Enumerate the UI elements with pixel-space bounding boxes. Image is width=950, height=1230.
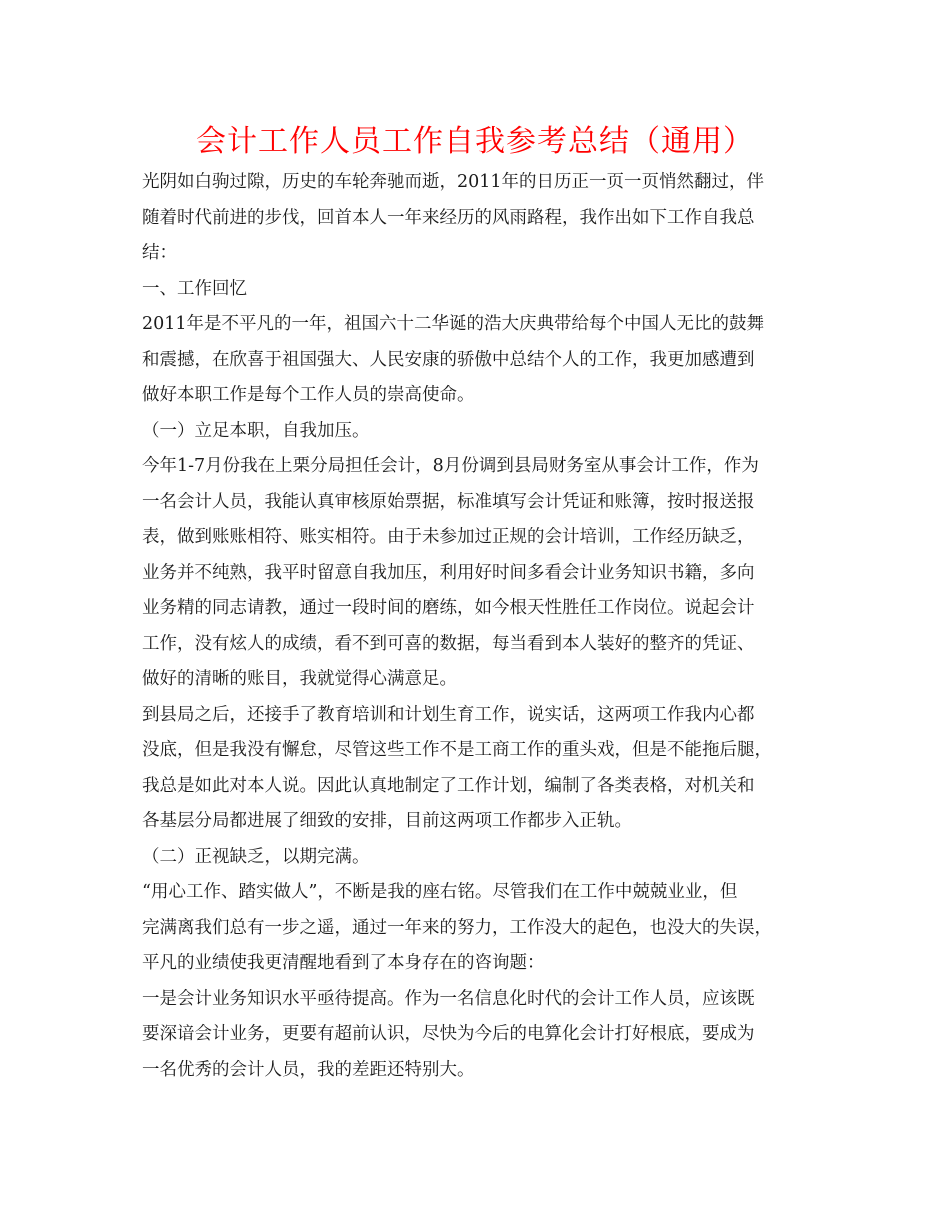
text-line: 完满离我们总有一步之遥，通过一年来的努力，工作没大的起色，也没大的失误， (142, 917, 772, 938)
text-line: “用心工作、踏实做人”，不断是我的座右铭。尽管我们在工作中兢兢业业，但 (142, 882, 738, 902)
text-line: 光阴如白驹过隙，历史的车轮奔驰而逝，2011年的日历正一页一页悄然翻过，伴 (142, 172, 765, 192)
text-line: 业务并不纯熟，我平时留意自我加压，利用好时间多看会计业务知识书籍，多向 (142, 562, 755, 583)
text-line: 工作，没有炫人的成绩，看不到可喜的数据，每当看到本人装好的整齐的凭证、 (142, 633, 755, 654)
text-line: 我总是如此对本人说。因此认真地制定了工作计划，编制了各类表格，对机关和 (142, 775, 755, 796)
text-line: 各基层分局都进展了细致的安排，目前这两项工作都步入正轨。 (142, 811, 632, 831)
text-line: 2011年是不平凡的一年，祖国六十二华诞的浩大庆典带给每个中国人无比的鼓舞 (142, 314, 765, 334)
text-line: 一名会计人员，我能认真审核原始票据，标准填写会计凭证和账簿，按时报送报 (142, 491, 755, 512)
section-heading: 一、工作回忆 (142, 278, 247, 299)
text-line: 一是会计业务知识水平亟待提高。作为一名信息化时代的会计工作人员，应该既 (142, 988, 755, 1009)
text-line: 表，做到账账相符、账实相符。由于未参加过正规的会计培训，工作经历缺乏， (142, 527, 755, 547)
text-line: 今年1-7月份我在上栗分局担任会计，8月份调到县局财务室从事会计工作，作为 (142, 456, 759, 476)
text-line: 平凡的业绩使我更清醒地看到了本身存在的咨询题： (142, 953, 545, 973)
text-line: 要深谙会计业务，更要有超前认识，尽快为今后的电算化会计打好根底，要成为 (142, 1024, 755, 1044)
text-line: 做好的清晰的账目，我就觉得心满意足。 (142, 669, 457, 689)
text-line: 结： (142, 243, 177, 263)
subsection-heading: （二）正视缺乏，以期完满。 (142, 846, 370, 867)
text-line: 没底，但是我没有懈怠，尽管这些工作不是工商工作的重头戏，但是不能拖后腿， (142, 740, 772, 760)
text-line: 到县局之后，还接手了教育培训和计划生育工作，说实话，这两项工作我内心都 (142, 704, 755, 725)
text-line: 做好本职工作是每个工作人员的崇高使命。 (142, 385, 475, 405)
text-line: 随着时代前进的步伐，回首本人一年来经历的风雨路程，我作出如下工作自我总 (142, 207, 755, 228)
text-line: 一名优秀的会计人员，我的差距还特别大。 (142, 1059, 475, 1080)
subsection-heading: （一）立足本职，自我加压。 (142, 420, 370, 441)
document-title: 会计工作人员工作自我参考总结（通用） (196, 124, 754, 159)
text-line: 和震撼，在欣喜于祖国强大、人民安康的骄傲中总结个人的工作，我更加感遭到 (142, 349, 755, 370)
text-line: 业务精的同志请教，通过一段时间的磨练，如今根天性胜任工作岗位。说起会计 (142, 598, 755, 618)
document-body (142, 165, 806, 1088)
